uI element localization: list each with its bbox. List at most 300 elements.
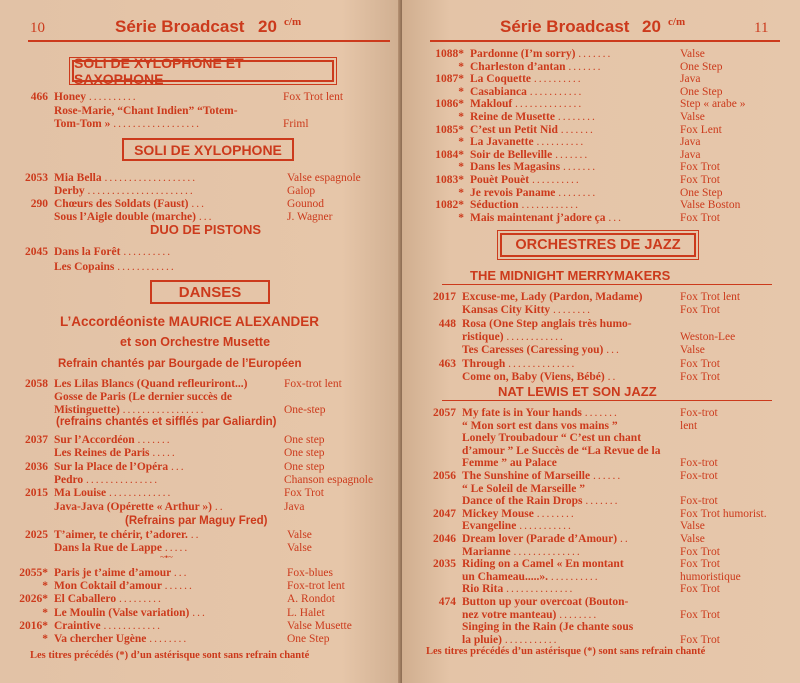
leader-dots: ........... [529, 85, 584, 98]
dance-style: One step [284, 447, 325, 460]
track-title: Come on, Baby (Viens, Bébé) .. [462, 370, 618, 383]
catalog-number: 290 [30, 198, 48, 210]
list-item [12, 461, 390, 474]
track-title: Séduction ............ [470, 199, 580, 212]
track-title: nez votre manteau) ........ [462, 608, 599, 621]
leader-dots: .. [214, 500, 225, 513]
leader-dots: ................. [122, 404, 206, 416]
track-title: Chœurs des Soldats (Faust) ... [54, 198, 207, 210]
catalog-number: 2026* [19, 593, 48, 606]
catalog-number: 2037 [25, 434, 48, 446]
dance-style: Fox Trot [680, 211, 720, 224]
list-item [18, 91, 390, 104]
track-title: Singing in the Rain (Je chante sous [462, 621, 634, 634]
leader-dots: ......... [118, 593, 163, 606]
dance-style: humoristique [680, 570, 741, 583]
list-item [12, 447, 390, 460]
catalog-number: 474 [438, 596, 456, 608]
list-item [12, 529, 390, 542]
track-title: C’est un Petit Nid ....... [470, 123, 595, 136]
leader-dots: ....... [560, 123, 595, 136]
dance-style: J. Wagner [287, 211, 333, 223]
list-item [410, 621, 790, 634]
track-title: The Sunshine of Marseille ...... [462, 470, 623, 482]
list-item [410, 98, 790, 111]
catalog-number: * [458, 85, 464, 98]
section-box: SOLI DE XYLOPHONE ET SAXOPHONE [72, 60, 334, 82]
dance-style: Fox Trot [680, 558, 720, 571]
section-box: ORCHESTRES DE JAZZ [500, 233, 696, 257]
catalog-number: 1088* [435, 48, 464, 60]
page-header: Série Broadcast [115, 17, 245, 36]
catalog-number: 2053 [25, 172, 48, 184]
price: 20 [258, 17, 277, 36]
track-title: la pluie) ........... [462, 633, 559, 646]
track-title: Riding on a Camel « En montant [462, 558, 624, 571]
track-title: Pouèt Pouèt .......... [470, 174, 581, 186]
leader-dots: .............. [508, 357, 577, 370]
price-unit: c/m [668, 16, 686, 28]
list-item [6, 580, 390, 593]
list-item [12, 434, 390, 447]
track-title: Rio Rita .............. [462, 583, 575, 596]
dance-style: One-step [284, 404, 326, 416]
track-title: My fate is in Your hands ....... [462, 407, 619, 419]
list-item [12, 501, 390, 514]
track-title: Va chercher Ugène ........ [54, 633, 189, 645]
list-item [410, 634, 790, 647]
page-header: Série Broadcast [500, 17, 630, 36]
leader-dots: .......... [88, 91, 138, 103]
track-title: Button up your overcoat (Bouton- [462, 596, 629, 608]
catalog-number: * [458, 111, 464, 123]
dance-style: Fox-trot [680, 470, 718, 482]
header-rule [28, 40, 390, 42]
dance-style: Valse [680, 533, 705, 545]
list-item [410, 495, 790, 508]
list-item [12, 185, 390, 198]
track-title: Tom-Tom » .................. [54, 118, 201, 130]
dance-style: A. Rondot [287, 593, 335, 606]
catalog-number: * [458, 161, 464, 174]
list-item [410, 161, 790, 174]
track-title: Charleston d’antan ....... [470, 60, 603, 73]
leader-dots: ... [192, 606, 207, 619]
track-title: Les Lilas Blancs (Quand refleuriront...) [54, 378, 248, 390]
catalog-number: * [42, 633, 48, 645]
track-title: Les Copains ............ [54, 261, 176, 273]
list-item [410, 546, 790, 559]
dance-style: Valse [680, 344, 705, 357]
dance-style: One step [284, 460, 325, 473]
leader-dots: ................... [104, 172, 198, 184]
leader-dots: ...................... [87, 185, 195, 197]
catalog-number: * [42, 606, 48, 619]
band-name: NAT LEWIS ET SON JAZZ [498, 384, 657, 399]
track-title: El Caballero ......... [54, 593, 163, 606]
catalog-number: 2015 [25, 487, 48, 500]
dance-style: Gounod [287, 198, 325, 210]
dance-style: Fox Trot [680, 174, 720, 186]
dance-style: Valse espagnole [287, 172, 361, 184]
dance-style: Fox Trot humorist. [680, 507, 767, 520]
dance-style: One Step [287, 633, 330, 645]
list-item [410, 199, 790, 212]
track-title: Femme ” au Palace [462, 457, 557, 470]
leader-dots: ........ [558, 186, 598, 199]
track-title: un Chameau.....». .......... [462, 570, 600, 583]
track-title: Excuse-me, Lady (Pardon, Madame) [462, 291, 643, 303]
dance-style: Fox-trot [680, 495, 718, 508]
track-title: Sur la Place de l’Opéra ... [54, 460, 186, 473]
track-title: Dans la Rue de Lappe ..... [54, 542, 190, 554]
list-item [12, 487, 390, 500]
footer-note: Les titres précédés (*) d’un astérisque sont sans refrain chanté [30, 650, 310, 661]
catalog-number: * [458, 211, 464, 224]
leader-dots: .......... [531, 174, 581, 186]
dance-style: Fox Trot [680, 633, 720, 646]
track-title: Sous l’Aigle double (marche) ... [54, 211, 214, 223]
leader-dots: .......... [550, 570, 600, 583]
section-box: SOLI DE XYLOPHONE [122, 138, 294, 161]
price-unit: c/m [284, 16, 302, 28]
track-title: Mais maintenant j’adore ça ... [470, 211, 624, 224]
section-box: DANSES [150, 280, 270, 304]
list-item [410, 86, 790, 99]
track-title: Honey .......... [54, 91, 138, 103]
dance-style: Friml [283, 118, 309, 130]
catalog-number: 2047 [433, 507, 456, 520]
dance-style: Valse Musette [287, 619, 352, 632]
list-item [12, 172, 390, 185]
list-item [12, 261, 390, 274]
dance-style: One Step [680, 186, 723, 199]
track-title: Evangeline ........... [462, 520, 573, 533]
leader-dots: ... [606, 344, 621, 357]
dance-style: Fox Trot [680, 608, 720, 621]
catalog-number: 448 [438, 317, 456, 330]
list-item [410, 331, 790, 344]
catalog-number: 466 [30, 91, 48, 103]
track-title: Pedro ............... [54, 473, 160, 486]
track-title: ristique) ............ [462, 330, 565, 343]
track-title: Tes Caresses (Caressing you) ... [462, 344, 621, 357]
track-title: Paris je t’aime d’amour ... [54, 567, 189, 579]
performer: L’Accordéoniste MAURICE ALEXANDER [60, 314, 320, 329]
dance-style: Valse [680, 111, 705, 123]
catalog-number: 2017 [433, 291, 456, 303]
track-title: Mon Coktail d’amour ...... [54, 580, 194, 593]
list-item [410, 187, 790, 200]
catalog-number: 2056 [433, 470, 456, 482]
list-item [410, 124, 790, 137]
list-item [410, 533, 790, 546]
catalog-number: 2036 [25, 460, 48, 473]
track-title: Dans la Forêt .......... [54, 246, 173, 258]
leader-dots: ............ [117, 261, 176, 273]
dance-style: Fox Trot [680, 545, 720, 558]
track-title: Pardonne (I’m sorry) ....... [470, 48, 613, 60]
list-item [410, 48, 790, 61]
dance-style: Weston-Lee [680, 330, 736, 343]
catalog-number: 2045 [25, 246, 48, 258]
leader-dots: .............. [515, 98, 584, 111]
track-title: Dream lover (Parade d’Amour) .. [462, 533, 630, 545]
dance-style: Fox Trot [680, 583, 720, 596]
dance-style: L. Halet [287, 606, 325, 619]
track-title: Le Moulin (Valse variation) ... [54, 606, 207, 619]
track-title: Mistinguette) ................. [54, 404, 206, 416]
catalog-number: 463 [438, 357, 456, 370]
list-item [410, 558, 790, 571]
track-title: “ Mon sort est dans vos mains ” [462, 419, 618, 432]
dance-style: Java [284, 500, 305, 513]
leader-dots: ....... [562, 161, 598, 174]
dance-style: Step « arabe » [680, 98, 746, 111]
track-title: Je revois Paname ........ [470, 186, 598, 199]
leader-dots: ... [191, 198, 207, 210]
track-title: Through .............. [462, 357, 577, 370]
track-title: Rosa (One Step anglais très humo- [462, 317, 632, 330]
dance-style: Valse Boston [680, 199, 741, 212]
list-item [12, 542, 390, 555]
dance-style: Fox-blues [287, 567, 333, 579]
right-page [402, 0, 800, 683]
list-item [6, 607, 390, 620]
price: 20 [642, 17, 661, 36]
track-title: Reine de Musette ........ [470, 111, 597, 123]
list-item [6, 633, 390, 646]
catalog-number: 1085* [435, 123, 464, 136]
dance-style: Valse [680, 520, 705, 533]
leader-dots: ...... [592, 470, 623, 482]
leader-dots: ....... [555, 148, 590, 161]
dance-style: Fox Trot [284, 487, 324, 500]
leader-dots: ........ [559, 608, 599, 621]
leader-dots: .................. [113, 118, 201, 130]
list-item [6, 567, 390, 580]
track-title: Kansas City Kitty ........ [462, 304, 593, 317]
track-title: Derby ...................... [54, 185, 195, 197]
list-item [410, 583, 790, 596]
list-item [410, 291, 790, 304]
leader-dots: ........... [504, 633, 559, 646]
list-item [410, 609, 790, 622]
list-item [410, 470, 790, 483]
list-item [410, 149, 790, 162]
track-title: La Coquette .......... [470, 73, 583, 86]
catalog-number: 2057 [433, 407, 456, 419]
band-name: THE MIDNIGHT MERRYMAKERS [470, 268, 671, 283]
leader-dots: .............. [506, 583, 575, 596]
leader-dots: ........ [553, 304, 593, 317]
leader-dots: ...... [164, 580, 194, 593]
leader-dots: ... [171, 460, 186, 473]
catalog-number: 1082* [435, 199, 464, 212]
leader-dots: ............. [108, 487, 173, 500]
dance-style: One step [284, 434, 325, 446]
page-number: 11 [754, 20, 769, 36]
refrain-note: (Refrains par Maguy Fred) [125, 515, 268, 527]
dance-style: Java [680, 148, 701, 161]
divider [442, 284, 772, 285]
list-item [12, 198, 390, 211]
dance-style: Fox-trot [680, 407, 718, 419]
leader-dots: .. [190, 529, 201, 541]
list-item [410, 61, 790, 74]
list-item [410, 318, 790, 331]
dance-style: Fox-trot [680, 457, 718, 470]
dance-style: Fox Trot lent [283, 91, 344, 103]
list-item [12, 391, 390, 404]
track-title: Marianne .............. [462, 545, 582, 558]
track-title: Dance of the Rain Drops ....... [462, 495, 620, 508]
dance-style: Fox Trot [680, 161, 720, 174]
list-item [410, 483, 790, 496]
track-title: Gosse de Paris (Le dernier succès de [54, 391, 233, 403]
list-item [410, 508, 790, 521]
catalog-number: 2035 [433, 558, 456, 571]
leader-dots: ....... [585, 495, 620, 508]
footer-note: Les titres précédés d’un astérisque (*) sont sans refrain chanté [426, 646, 706, 657]
track-title: Soir de Belleville ....... [470, 148, 590, 161]
section-title: DUO DE PISTONS [150, 222, 262, 237]
dance-style: One Step [680, 85, 723, 98]
leader-dots: ............ [506, 330, 565, 343]
dance-style: One Step [680, 60, 723, 73]
list-item [410, 174, 790, 187]
leader-dots: ... [173, 567, 189, 579]
catalog-number: * [458, 186, 464, 199]
track-title: La Javanette .......... [470, 136, 586, 149]
leader-dots: ....... [578, 48, 613, 60]
leader-dots: ..... [152, 447, 177, 460]
list-item [410, 73, 790, 86]
catalog-number: 2025 [25, 529, 48, 541]
list-item [410, 304, 790, 317]
catalog-number: 1087* [435, 73, 464, 86]
dance-style: Fox Trot [680, 370, 720, 383]
catalog-number: * [42, 580, 48, 593]
leader-dots: .......... [533, 73, 583, 86]
list-item [18, 105, 390, 118]
track-title: Rose-Marie, “Chant Indien” “Totem- [54, 104, 238, 117]
header-rule [430, 40, 780, 42]
performer-sub: et son Orchestre Musette [120, 335, 271, 349]
leader-dots: ... [198, 211, 214, 223]
track-title: Dans les Magasins ....... [470, 161, 598, 174]
track-title: Les Reines de Paris ..... [54, 447, 177, 460]
dance-style: Fox Trot [680, 357, 720, 370]
list-item [410, 407, 790, 420]
leader-dots: .. [619, 533, 630, 545]
dance-style: Fox Lent [680, 123, 722, 136]
track-title: “ Le Soleil de Marseille ” [462, 482, 585, 495]
track-title: Java-Java (Opérette « Arthur ») .. [54, 500, 225, 513]
catalog-number: 1084* [435, 148, 464, 161]
catalog-number: 2046 [433, 533, 456, 545]
list-item [410, 445, 790, 458]
dance-style: Valse [287, 542, 312, 554]
dance-style: Valse [287, 529, 312, 541]
list-item [410, 596, 790, 609]
track-title: Mia Bella ................... [54, 172, 198, 184]
leader-dots: ....... [568, 60, 603, 73]
dance-style: Valse [680, 48, 705, 60]
leader-dots: ....... [137, 434, 172, 446]
leader-dots: .......... [536, 136, 586, 149]
catalog-number: 2055* [19, 567, 48, 579]
list-item [410, 520, 790, 533]
track-title: Sur l’Accordéon ....... [54, 434, 172, 446]
leader-dots: ........ [536, 507, 576, 520]
dance-style: lent [680, 419, 698, 432]
leader-dots: ........... [519, 520, 573, 533]
track-title: Ma Louise ............. [54, 487, 173, 500]
catalog-number: * [458, 136, 464, 149]
list-item [410, 212, 790, 225]
list-item [6, 620, 390, 633]
list-item [410, 136, 790, 149]
list-item [410, 432, 790, 445]
leader-dots: ............ [103, 619, 163, 632]
ornament: ~•~ [160, 552, 173, 562]
dance-style: Galop [287, 185, 316, 197]
dance-style: Fox Trot [680, 304, 720, 317]
dance-style: Fox Trot lent [680, 291, 741, 303]
catalog-number: 2016* [19, 619, 48, 632]
refrain-note: (refrains chantés et sifflés par Galiardin) [56, 416, 277, 428]
list-item [410, 571, 790, 584]
page-number: 10 [30, 20, 45, 36]
refrain-note: Refrain chantés par Bourgade de l’Européen [58, 358, 302, 370]
leader-dots: .............. [513, 545, 582, 558]
catalog-number: 1083* [435, 174, 464, 186]
track-title: Casabianca ........... [470, 85, 584, 98]
list-item [12, 378, 390, 391]
track-title: Craintive ............ [54, 619, 163, 632]
list-item [410, 358, 790, 371]
catalog-number: 2058 [25, 378, 48, 390]
leader-dots: ... [608, 211, 624, 224]
dance-style: Fox-trot lent [284, 378, 342, 390]
dance-style: Java [680, 136, 701, 149]
dance-style: Fox-trot lent [287, 580, 345, 593]
track-title: T’aimer, te chérir, t’adorer. .. [54, 529, 201, 541]
list-item [410, 111, 790, 124]
list-item [410, 420, 790, 433]
leader-dots: .. [607, 370, 618, 383]
track-title: Mickey Mouse ........ [462, 507, 576, 520]
list-item [410, 344, 790, 357]
catalog-number: 1086* [435, 98, 464, 111]
leader-dots: ............ [521, 199, 580, 212]
leader-dots: ........ [149, 633, 189, 645]
dance-style: Chanson espagnole [284, 473, 374, 486]
leader-dots: ............... [86, 473, 160, 486]
leader-dots: ........ [557, 111, 597, 123]
track-title: Maklouf .............. [470, 98, 584, 111]
list-item [6, 593, 390, 606]
dance-style: Java [680, 73, 701, 86]
catalog-number: * [458, 60, 464, 73]
list-item [12, 474, 390, 487]
divider [442, 400, 772, 401]
track-title: Lonely Troubadour “ C’est un chant [462, 432, 642, 445]
list-item [410, 371, 790, 384]
leader-dots: ....... [584, 407, 619, 419]
track-title: d’amour ” Le Succès de “La Revue de la [462, 444, 661, 457]
